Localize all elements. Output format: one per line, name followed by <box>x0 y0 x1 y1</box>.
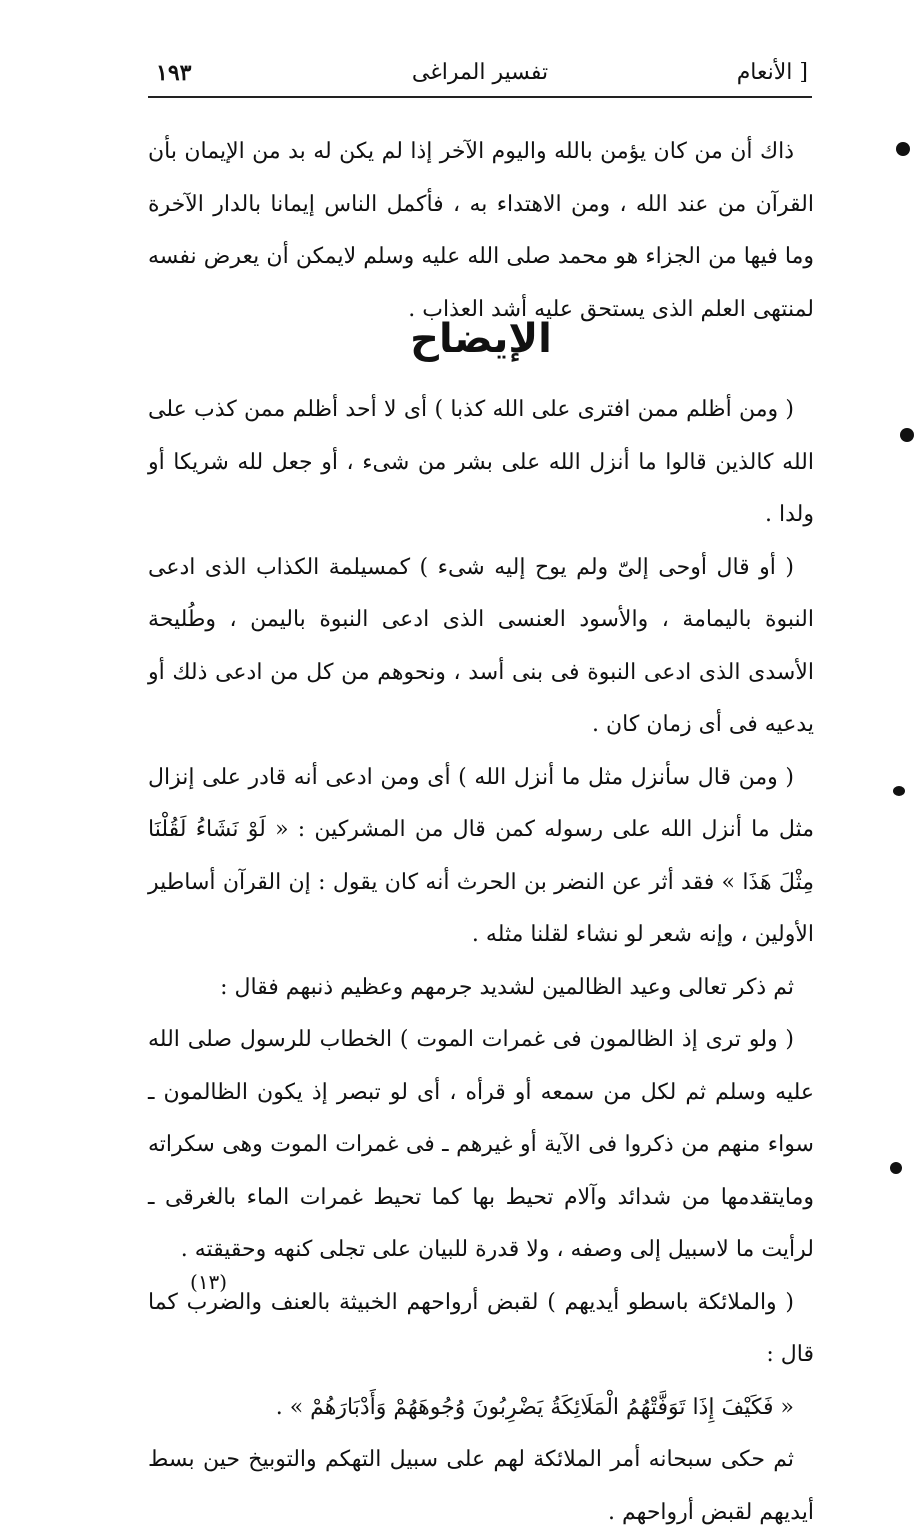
intro-paragraph-block <box>148 126 814 336</box>
paragraph: ( ومن أظلم ممن افترى على الله كذبا ) أى لا أحد أظلم ممن كذب على الله كالذين قالوا ما أنزل الله على بشر من شىء ، أو جعل لله شريكا أو ولدا . <box>148 397 814 527</box>
binding-hole-icon <box>893 786 905 796</box>
binding-hole-icon <box>900 428 914 442</box>
book-title: تفسير المراغى <box>411 60 549 85</box>
running-header <box>148 52 812 98</box>
paragraph: ( والملائكة باسطو أيديهم ) لقبض أرواحهم الخبيثة بالعنف والضرب كما قال : <box>148 1289 814 1367</box>
paragraph: ثم حكى سبحانه أمر الملائكة لهم على سبيل التهكم والتوبيخ حين بسط أيديهم لقبض أرواحهم . <box>148 1447 814 1525</box>
signature-mark: (١٣) <box>190 1270 228 1294</box>
page-number: ١٩٣ <box>156 60 192 86</box>
paragraph: ذاك أن من كان يؤمن بالله واليوم الآخر إذا لم يكن له بد من الإيمان بأن القرآن من عند الله ، ومن الاهتداء به ، فأكمل الناس إيمانا بالدار الآخرة وما فيها من الجزاء هو محمد صلى الله عليه وسلم لايمكن أن يعرض نفسه لمنتهى العلم الذى يستحق عليه أشد العذاب . <box>148 139 814 322</box>
paragraph: ( ومن قال سأنزل مثل ما أنزل الله ) أى ومن ادعى أنه قادر على إنزال مثل ما أنزل الله على رسوله كمن قال من المشركين : « لَوْ نَشَاءُ لَقُلْنَا مِثْلَ هَذَا » فقد أثر عن النضر بن الحرث أنه كان يقول : إن القرآن أساطير الأولين ، وإنه شعر لو نشاء لقلنا مثله . <box>148 764 814 947</box>
section-heading: الإيضاح <box>410 316 552 362</box>
chapter-title: الأنعام ] <box>736 60 808 85</box>
paragraph: ( أو قال أوحى إلىّ ولم يوح إليه شىء ) كمسيلمة الكذاب الذى ادعى النبوة باليمامة ، والأسود العنسى الذى ادعى النبوة باليمن ، وطُليحة الأسدى الذى ادعى النبوة فى بنى أسد ، ونحوهم من كل من ادعى ذلك أو يدعيه فى أى زمان كان . <box>148 554 814 737</box>
paragraph: ثم ذكر تعالى وعيد الظالمين لشديد جرمهم وعظيم ذنبهم فقال : <box>220 974 794 1000</box>
quran-quote: « فَكَيْفَ إِذَا تَوَفَّتْهُمُ الْمَلَائِكَةُ يَضْرِبُونَ وُجُوهَهُمْ وَأَدْبَارَهُمْ » . <box>275 1394 794 1420</box>
binding-hole-icon <box>890 1162 902 1174</box>
binding-hole-icon <box>896 142 910 156</box>
explanation-block <box>148 384 814 1539</box>
paragraph: ( ولو ترى إذ الظالمون فى غمرات الموت ) الخطاب للرسول صلى الله عليه وسلم ثم لكل من سمعه أو قرأه ، أى لو تبصر إذ يكون الظالمون ـ سواء منهم من ذكروا فى الآية أو غيرهم ـ فى غمرات الموت وهى سكراته ومايتقدمها من شدائد وآلام تحيط بها كما تحيط غمرات الماء بالغرقى ـ لرأيت ما لاسبيل إلى وصفه ، ولا قدرة للبيان على تجلى كنهه وحقيقته . <box>148 1027 814 1262</box>
